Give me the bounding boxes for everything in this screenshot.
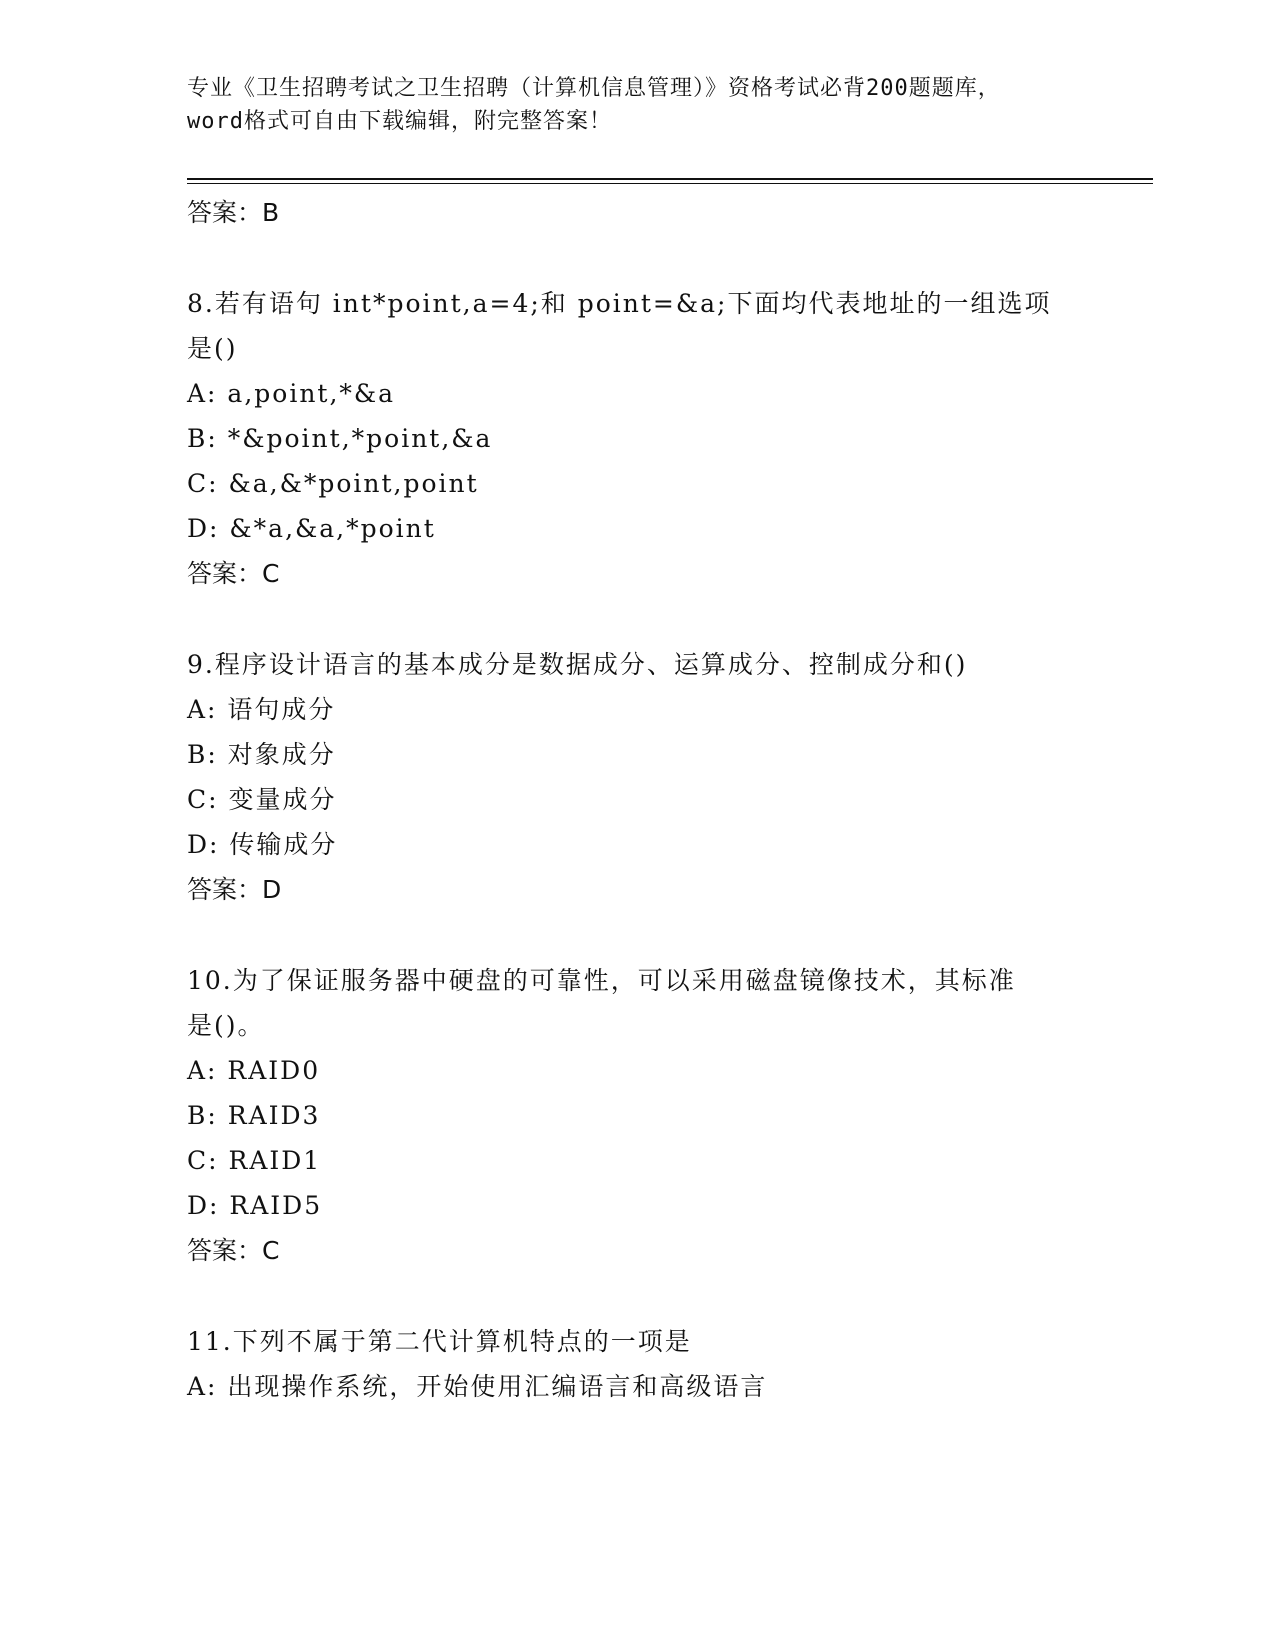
question-list — [187, 190, 1087, 1409]
document-header — [187, 72, 1087, 138]
option-b: B: 对象成分 — [187, 740, 336, 769]
spacer — [187, 236, 1087, 281]
option-a: A: a,point,*&a — [187, 379, 396, 408]
question-text: 10.为了保证服务器中硬盘的可靠性，可以采用磁盘镜像技术，其标准 — [187, 966, 1016, 995]
spacer — [187, 1274, 1087, 1319]
option-b: B: *&point,*point,&a — [187, 424, 493, 453]
question-10 — [187, 958, 1087, 1274]
option-d: D: &*a,&a,*point — [187, 514, 436, 543]
answer: 答案：C — [187, 1236, 280, 1265]
previous-answer: 答案：B — [187, 198, 280, 227]
question-text: 11.下列不属于第二代计算机特点的一项是 — [187, 1327, 692, 1356]
spacer — [187, 597, 1087, 642]
option-b: B: RAID3 — [187, 1101, 321, 1130]
question-text: 是() — [187, 334, 238, 363]
question-9 — [187, 642, 1087, 913]
header-divider-thick — [187, 178, 1153, 180]
option-c: C: RAID1 — [187, 1146, 322, 1175]
option-d: D: RAID5 — [187, 1191, 323, 1220]
option-a: A: 出现操作系统，开始使用汇编语言和高级语言 — [187, 1372, 768, 1401]
header-title-line-1: 专业《卫生招聘考试之卫生招聘（计算机信息管理）》资格考试必背200题题库， — [187, 76, 1001, 101]
header-title-line-2: word格式可自由下载编辑，附完整答案！ — [187, 109, 612, 134]
answer: 答案：D — [187, 875, 282, 904]
option-c: C: &a,&*point,point — [187, 469, 479, 498]
header-divider-thin — [187, 183, 1153, 184]
question-text: 是()。 — [187, 1011, 265, 1040]
option-a: A: RAID0 — [187, 1056, 321, 1085]
question-8 — [187, 281, 1087, 597]
option-c: C: 变量成分 — [187, 785, 337, 814]
question-text: 9.程序设计语言的基本成分是数据成分、运算成分、控制成分和() — [187, 650, 968, 679]
question-11 — [187, 1319, 1087, 1409]
answer: 答案：C — [187, 559, 280, 588]
option-d: D: 传输成分 — [187, 830, 338, 859]
spacer — [187, 913, 1087, 958]
question-text: 8.若有语句 int*point,a=4;和 point=&a;下面均代表地址的一组选项 — [187, 289, 1052, 318]
option-a: A: 语句成分 — [187, 695, 336, 724]
